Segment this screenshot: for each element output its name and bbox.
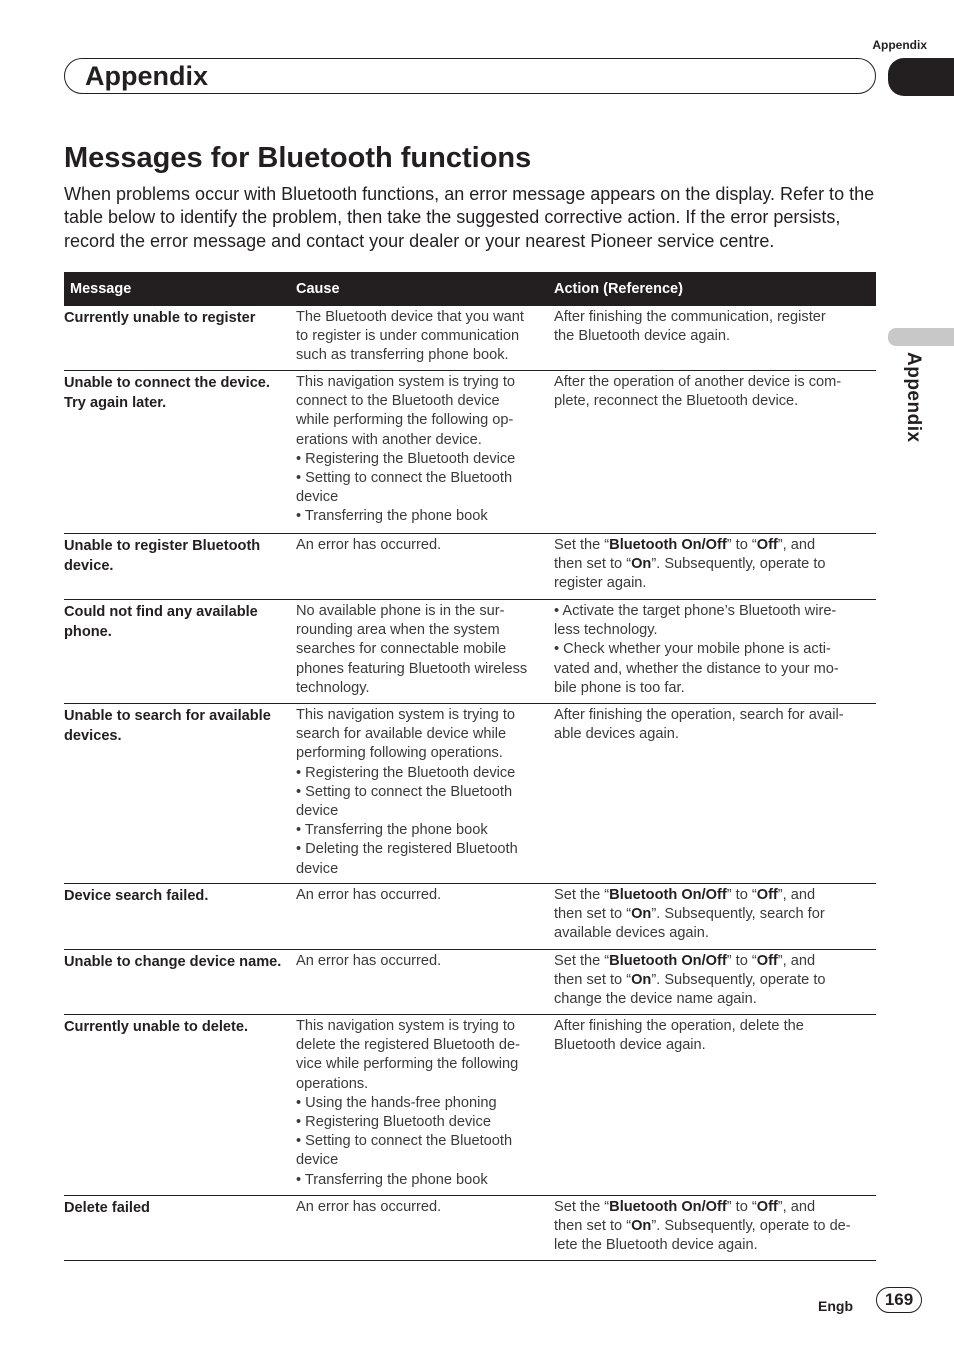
- action-text: ”. Subsequently, search for available devices again.: [554, 906, 825, 942]
- action-cell: [554, 536, 876, 599]
- action-text: ”. Subsequently, operate to register again.: [554, 556, 826, 592]
- cause-cell: This navigation system is trying to search for available device while performing following operations. • Registering the Bluetooth device • Setting to connect the Bluetooth device • Transferring the phone book • Deleting the registered Bluetooth device: [296, 707, 518, 877]
- messages-table: [64, 272, 876, 1261]
- cause-cell: This navigation system is trying to connect to the Bluetooth device while performing the following op- erations with another device. • Registering the Bluetooth device • Setting to connect the Bluetooth device • Transferring the phone book: [296, 374, 516, 525]
- action-cell: After finishing the operation, search for avail- able devices again.: [554, 707, 844, 743]
- message-cell: Unable to connect the device. Try again later.: [64, 375, 270, 411]
- cause-cell: This navigation system is trying to delete the registered Bluetooth de- vice while performing the following operations. • Using the hands-free phoning • Registering Bluetooth device • Setting to connect the Bluetooth device • Transferring the phone book: [296, 1018, 520, 1188]
- side-section-label: Appendix: [903, 352, 924, 443]
- action-text: ”, and then set to “: [554, 1199, 816, 1235]
- running-head: Appendix: [872, 38, 927, 52]
- message-cell: Delete failed: [64, 1200, 150, 1216]
- message-cell: Unable to register Bluetooth device.: [64, 538, 261, 574]
- setting-name: Bluetooth On/Off: [609, 953, 727, 969]
- action-cell: [554, 1198, 876, 1260]
- action-text: ”, and then set to “: [554, 953, 816, 989]
- setting-name: Bluetooth On/Off: [609, 537, 727, 553]
- cause-cell: An error has occurred.: [296, 953, 442, 969]
- message-cell: Unable to search for available devices.: [64, 708, 271, 744]
- action-text: ”. Subsequently, operate to change the device name again.: [554, 972, 826, 1008]
- header-action: Action (Reference): [554, 281, 683, 297]
- table-row: [64, 1196, 876, 1261]
- message-cell: Currently unable to delete.: [64, 1019, 249, 1035]
- message-cell: Currently unable to register: [64, 310, 256, 326]
- table-header: [64, 272, 876, 306]
- table-row: [64, 371, 876, 534]
- action-text: ” to “: [726, 953, 757, 969]
- cause-cell: An error has occurred.: [296, 537, 442, 553]
- action-cell: After finishing the communication, register the Bluetooth device again.: [554, 309, 826, 345]
- action-text: Set the “: [554, 537, 610, 553]
- setting-value-on: On: [631, 972, 652, 989]
- intro-paragraph: When problems occur with Bluetooth functions, an error message appears on the display. Refer to the table below to identify the problem, then take the suggested corrective action. If the error persists, record the error message and contact your dealer or your nearest Pioneer service centre.: [64, 184, 875, 251]
- action-cell: After finishing the operation, delete the Bluetooth device again.: [554, 1018, 804, 1054]
- cause-cell: An error has occurred.: [296, 887, 442, 903]
- section-header: [64, 58, 876, 94]
- action-text: ” to “: [726, 537, 757, 553]
- message-cell: Unable to change device name.: [64, 954, 282, 970]
- setting-value-on: On: [631, 1218, 652, 1235]
- setting-value-on: On: [631, 556, 652, 573]
- action-cell: • Activate the target phone’s Bluetooth wire- less technology. • Check whether your mobile phone is acti- vated and, whether the distance to your mo- bile phone is too far.: [554, 603, 839, 696]
- action-cell: After the operation of another device is com- plete, reconnect the Bluetooth device.: [554, 374, 842, 410]
- action-text: Set the “: [554, 953, 610, 969]
- setting-value-off: Off: [756, 1199, 778, 1215]
- cause-cell: An error has occurred.: [296, 1199, 442, 1215]
- action-text: ”. Subsequently, operate to de- lete the Bluetooth device again.: [554, 1218, 851, 1254]
- setting-value-off: Off: [756, 953, 778, 969]
- message-cell: Could not find any available phone.: [64, 604, 258, 640]
- table-row: [64, 600, 876, 704]
- action-cell: [554, 886, 876, 949]
- table-row: [64, 534, 876, 600]
- header-message: Message: [70, 281, 132, 297]
- action-text: ” to “: [726, 887, 757, 903]
- action-text: Set the “: [554, 887, 610, 903]
- page-number: 169: [876, 1287, 922, 1313]
- action-text: Set the “: [554, 1199, 610, 1215]
- table-row: [64, 1015, 876, 1196]
- action-text: ”, and then set to “: [554, 537, 816, 573]
- action-text: ” to “: [726, 1199, 757, 1215]
- cause-cell: The Bluetooth device that you want to register is under communication such as transferring phone book.: [296, 309, 524, 364]
- action-cell: [554, 952, 876, 1014]
- table-row: [64, 704, 876, 884]
- action-text: ”, and then set to “: [554, 887, 816, 923]
- setting-value-off: Off: [756, 887, 778, 903]
- footer-language: Engb: [818, 1298, 853, 1314]
- section-title: Appendix: [85, 61, 209, 91]
- side-tab-marker: [888, 328, 954, 346]
- setting-name: Bluetooth On/Off: [609, 887, 727, 903]
- setting-name: Bluetooth On/Off: [609, 1199, 727, 1215]
- setting-value-on: On: [631, 906, 652, 923]
- table-row: [64, 950, 876, 1015]
- setting-value-off: Off: [756, 537, 778, 553]
- cause-cell: No available phone is in the sur- rounding area when the system searches for connectable mobile phones featuring Bluetooth wireless technology.: [296, 603, 528, 696]
- message-cell: Device search failed.: [64, 888, 209, 904]
- page-title: Messages for Bluetooth functions: [64, 142, 532, 174]
- header-cause: Cause: [296, 281, 340, 297]
- table-row: [64, 884, 876, 950]
- table-row: [64, 306, 876, 371]
- section-tab: [888, 58, 954, 96]
